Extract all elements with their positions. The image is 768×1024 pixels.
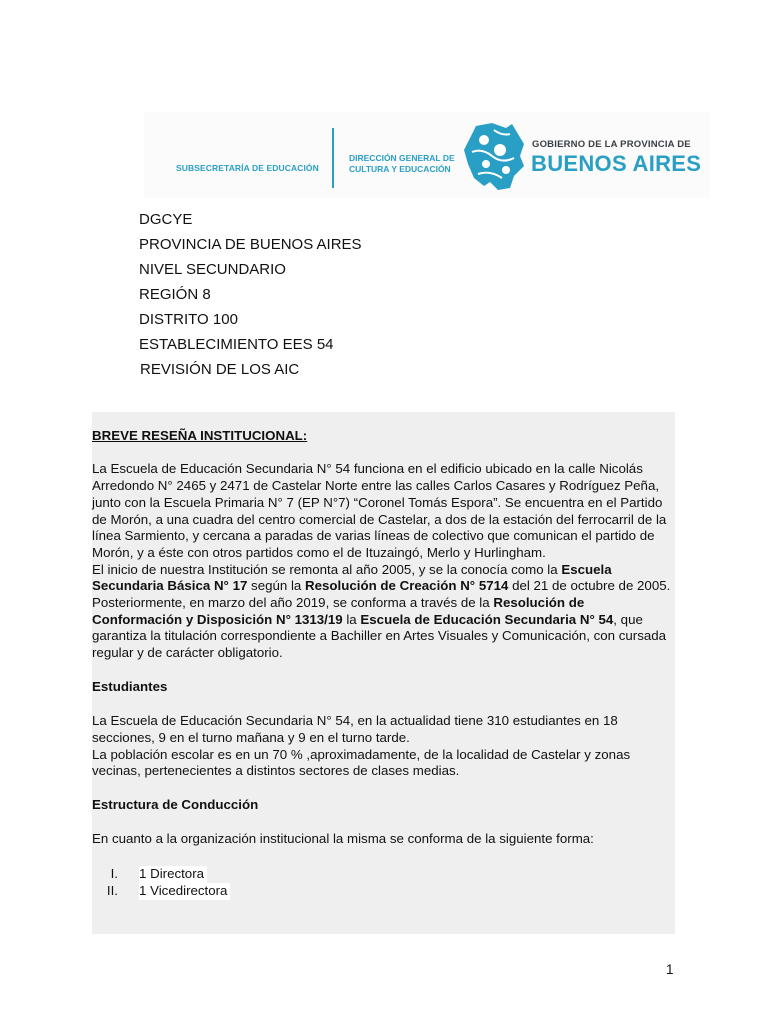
id-line-establecimiento: ESTABLECIMIENTO EES 54 <box>139 336 334 353</box>
list-item-number: II. <box>106 882 118 898</box>
list-item-text: 1 Directora <box>139 866 207 883</box>
subsecretaria-label: SUBSECRETARÍA DE EDUCACIÓN <box>176 163 319 173</box>
conduccion-intro: En cuanto a la organización institucional la misma se conforma de la siguiente forma: <box>92 831 594 847</box>
id-line-nivel: NIVEL SECUNDARIO <box>139 261 286 278</box>
document-body <box>92 428 675 900</box>
list-item <box>92 866 675 883</box>
page-number: 1 <box>666 962 674 977</box>
direccion-general-label <box>349 153 469 175</box>
id-line-distrito: DISTRITO 100 <box>139 311 238 328</box>
id-line-region: REGIÓN 8 <box>139 286 211 303</box>
buenos-aires-map-logo-icon <box>462 120 526 192</box>
resena-paragraph-2: El inicio de nuestra Institución se remonta al año 2005, y se la conocía como la Escuela Secundaria Básica N° 17 según la Resolución de Creación N° 5714 del 21 de octubre de 2005. <box>92 561 671 594</box>
list-item-text: 1 Vicedirectora <box>139 883 230 900</box>
id-line-revision: REVISIÓN DE LOS AIC <box>140 361 300 378</box>
gobierno-label: GOBIERNO DE LA PROVINCIA DE <box>532 139 691 150</box>
list-item-number: I. <box>110 866 118 882</box>
estudiantes-paragraph-1: La Escuela de Educación Secundaria N° 54, en la actualidad tiene 310 estudiantes en 18 secciones, 9 en el turno mañana y 9 en el turno tarde. <box>92 713 618 745</box>
id-line-provincia: PROVINCIA DE BUENOS AIRES <box>139 236 362 253</box>
buenos-aires-label: BUENOS AIRES <box>531 151 702 176</box>
header-divider <box>332 128 334 188</box>
estudiantes-heading: Estudiantes <box>92 678 168 694</box>
identification-block <box>139 211 362 386</box>
direccion-line-2: CULTURA Y EDUCACIÓN <box>349 164 451 174</box>
resena-heading: BREVE RESEÑA INSTITUCIONAL: <box>92 428 308 443</box>
direccion-line-1: DIRECCIÓN GENERAL DE <box>349 153 455 163</box>
estudiantes-paragraph-2: La población escolar es en un 70 % ,aproximadamente, de la localidad de Castelar y zonas vecinas, pertenecientes a distintos sectores de clases medias. <box>92 746 631 779</box>
resena-paragraph-1: La Escuela de Educación Secundaria N° 54 funciona en el edificio ubicado en la calle Nicolás Arredondo N° 2465 y 2471 de Castelar Norte entre las calles Carlos Casares y Rodríguez Peña, junto con la Escuela Primaria N° 7 (EP N°7) “Coronel Tomás Espora”. Se encuentra en el Partido de Morón, a una cuadra del centro comercial de Castelar, a dos de la estación del ferrocarril de la línea Sarmiento, y cercana a paradas de varias líneas de colectivo que comunican el partido de Morón, y a éste con otros partidos como el de Ituzaingó, Merlo y Hurlingham. <box>92 461 667 560</box>
conduccion-heading: Estructura de Conducción <box>92 796 259 812</box>
id-line-dgcye: DGCYE <box>139 211 193 228</box>
list-item <box>92 883 675 900</box>
resena-paragraph-3: Posteriormente, en marzo del año 2019, se conforma a través de la Resolución de Conformación y Disposición N° 1313/19 la Escuela de Educación Secundaria N° 54, que garantiza la titulación correspondiente a Bachiller en Artes Visuales y Comunicación, con cursada regular y de carácter obligatorio. <box>92 595 667 661</box>
